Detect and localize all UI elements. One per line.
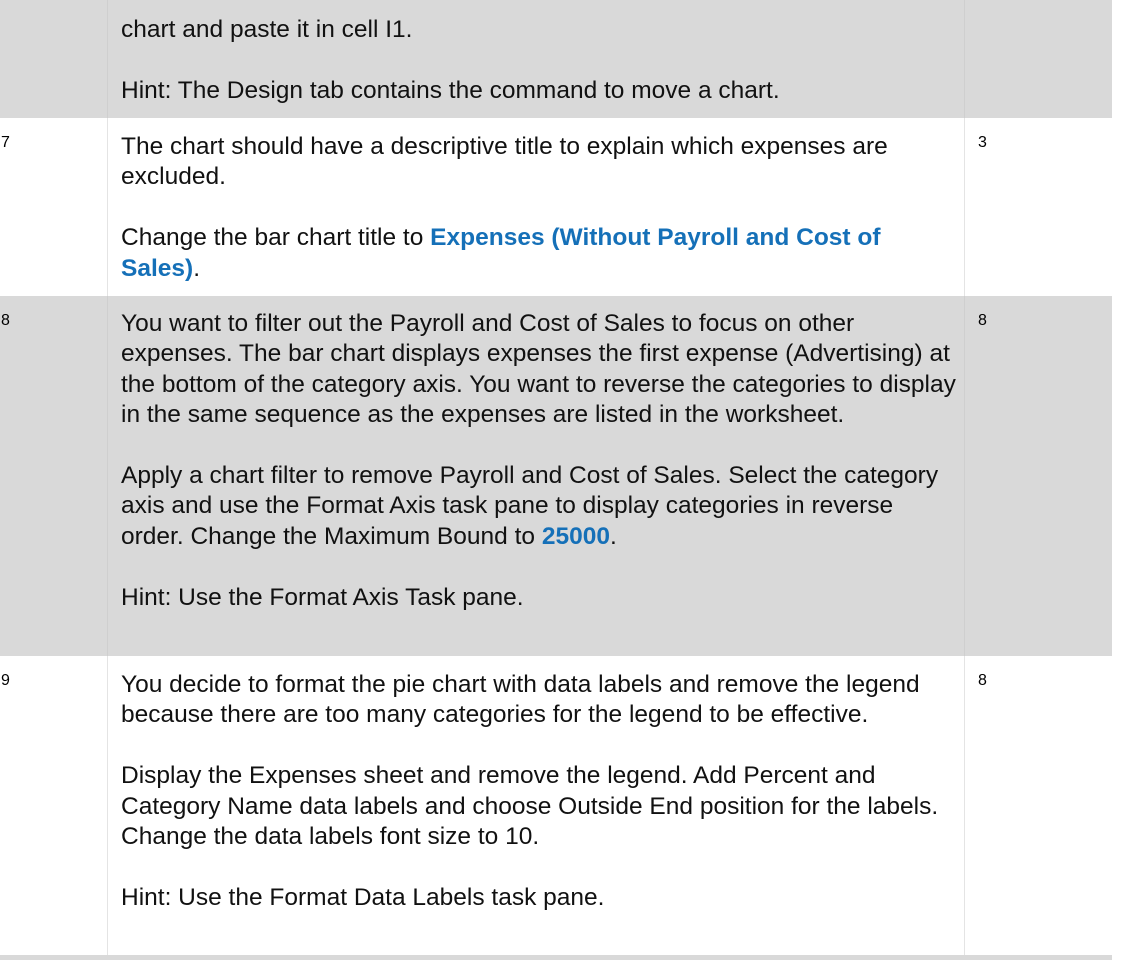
column-divider [964, 118, 965, 296]
table-row [0, 0, 1112, 118]
task-paragraph [121, 461, 961, 552]
highlighted-value: 25000 [541, 522, 610, 550]
points-value: 8 [978, 312, 987, 329]
table-row [0, 656, 1112, 955]
task-text: . [609, 522, 617, 550]
table-row [0, 118, 1112, 296]
task-hint: Hint: Use the Format Data Labels task pane. [121, 883, 605, 911]
highlighted-value: Expenses (Without Payroll and Cost of Sales) [121, 224, 881, 282]
column-divider [107, 296, 108, 656]
step-number: 9 [1, 672, 10, 689]
column-divider [107, 0, 108, 118]
column-divider [964, 296, 965, 656]
task-text: . [193, 254, 200, 282]
points-value: 3 [978, 134, 987, 151]
task-text: Apply a chart filter to remove Payroll and Cost of Sales. Select the category axis and use the Format Axis task pane to display categories in reverse order. Change the Maximum Bound to [121, 462, 939, 550]
task-paragraph: chart and paste it in cell I1. [121, 16, 413, 43]
column-divider [107, 118, 108, 296]
task-paragraph: You want to filter out the Payroll and Cost of Sales to focus on other expenses. The bar chart displays expenses the first expense (Advertising) at the bottom of the category axis. You want to reverse the categories to display in the same sequence as the expenses are listed in the worksheet. [121, 310, 956, 429]
task-hint: Hint: The Design tab contains the command to move a chart. [121, 76, 780, 104]
task-paragraph: Display the Expenses sheet and remove the legend. Add Percent and Category Name data labels and choose Outside End position for the labels. Change the data labels font size to 10. [121, 762, 939, 851]
step-number: 7 [1, 134, 10, 151]
task-text: Change the bar chart title to [121, 224, 431, 252]
column-divider [964, 0, 965, 118]
task-paragraph: The chart should have a descriptive title to explain which expenses are excluded. [121, 133, 888, 191]
column-divider [964, 656, 965, 955]
task-description [121, 15, 961, 106]
task-description [121, 132, 961, 284]
table-row [0, 296, 1112, 656]
points-value: 8 [978, 672, 987, 689]
table-bottom-border [0, 955, 1112, 960]
task-paragraph [121, 223, 961, 284]
task-paragraph: You decide to format the pie chart with data labels and remove the legend because there are too many categories for the legend to be effective. [121, 671, 920, 729]
task-description [121, 309, 961, 613]
task-description [121, 670, 961, 913]
step-number: 8 [1, 312, 10, 329]
column-divider [107, 656, 108, 955]
task-hint: Hint: Use the Format Axis Task pane. [121, 583, 524, 611]
